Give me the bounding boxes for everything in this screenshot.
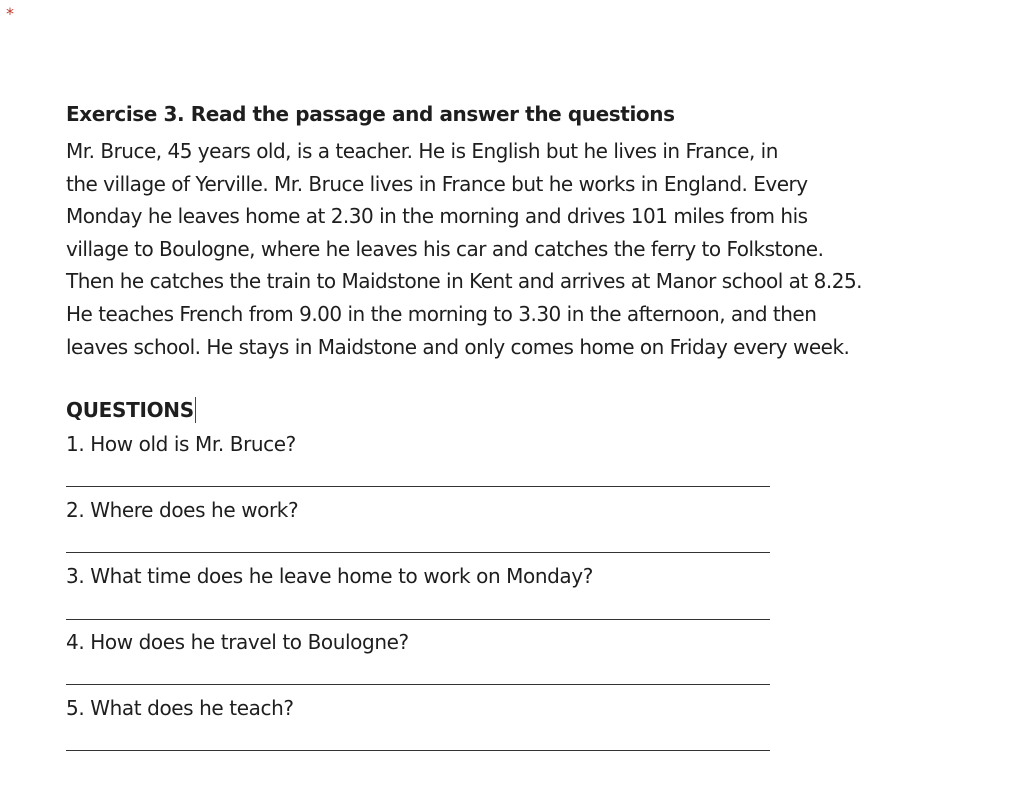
answer-line-1[interactable]	[66, 486, 770, 487]
answer-line-4[interactable]	[66, 684, 770, 685]
question-5: 5. What does he teach?	[66, 696, 294, 720]
passage-line: Mr. Bruce, 45 years old, is a teacher. He is English but he lives in France, in	[66, 139, 778, 163]
question-4: 4. How does he travel to Boulogne?	[66, 630, 409, 654]
question-3: 3. What time does he leave home to work on Monday?	[66, 564, 593, 588]
passage-line: leaves school. He stays in Maidstone and only comes home on Friday every week.	[66, 334, 850, 359]
answer-line-2[interactable]	[66, 552, 770, 553]
question-1: 1. How old is Mr. Bruce?	[66, 432, 296, 456]
answer-line-5[interactable]	[66, 750, 770, 751]
exercise-title: Exercise 3. Read the passage and answer the questions	[66, 102, 675, 126]
reading-passage	[66, 135, 1006, 363]
passage-line: He teaches French from 9.00 in the morning to 3.30 in the afternoon, and then	[66, 301, 817, 326]
passage-line: Then he catches the train to Maidstone in Kent and arrives at Manor school at 8.25.	[66, 269, 863, 294]
passage-line: the village of Yerville. Mr. Bruce lives in France but he works in England. Every	[66, 171, 808, 196]
passage-line: village to Boulogne, where he leaves his car and catches the ferry to Folkstone.	[66, 236, 824, 261]
answer-line-3[interactable]	[66, 619, 770, 620]
text-cursor	[195, 397, 196, 423]
question-2: 2. Where does he work?	[66, 498, 299, 522]
required-marker: *	[6, 4, 14, 23]
questions-heading-label: QUESTIONS	[66, 398, 194, 422]
passage-line: Monday he leaves home at 2.30 in the morning and drives 101 miles from his	[66, 204, 808, 229]
questions-heading	[66, 397, 196, 423]
